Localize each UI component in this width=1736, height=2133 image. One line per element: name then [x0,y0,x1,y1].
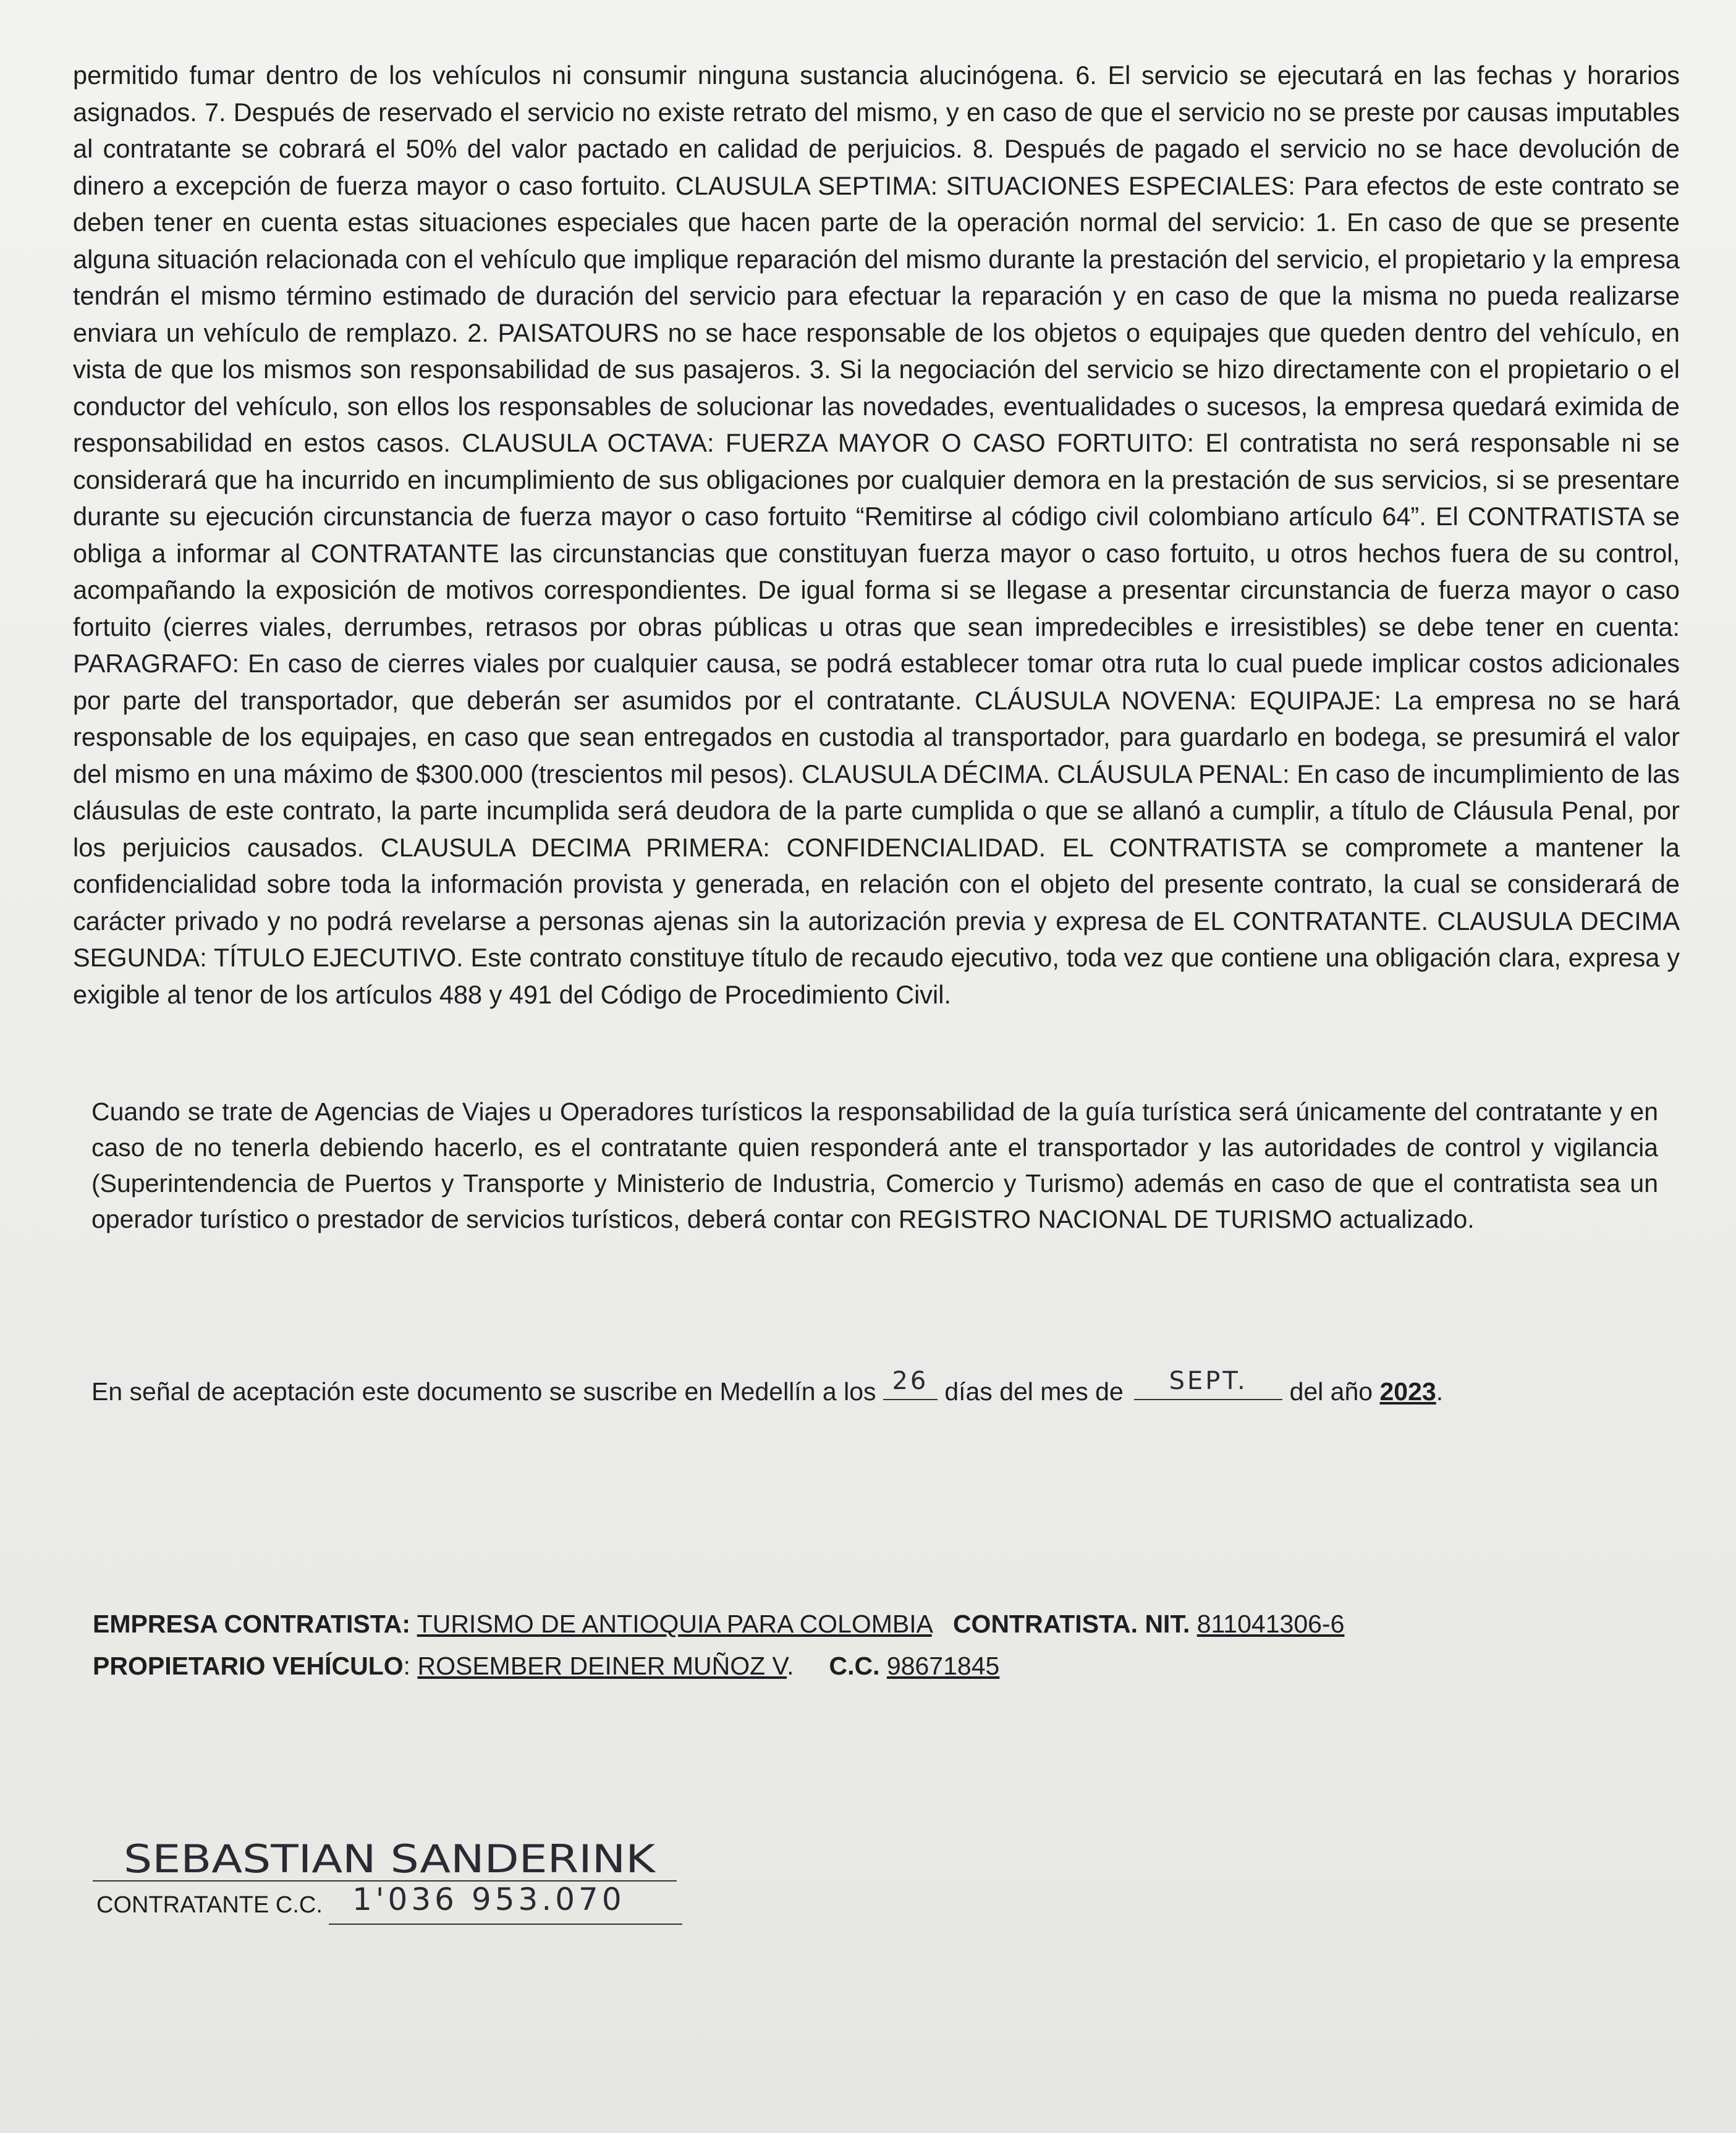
cc-line [329,1924,682,1925]
nit-value: 811041306-6 [1196,1610,1345,1638]
acceptance-year: 2023 [1379,1377,1436,1406]
owner-label: PROPIETARIO VEHÍCULO [93,1652,404,1680]
handwritten-day: 26 [892,1367,929,1395]
clauses-paragraph: permitido fumar dentro de los vehículos ni consumir ninguna sustancia alucinógena. 6. El servicio se ejecutará en las fechas y horarios asignados. 7. Después de reservado el servicio no existe retrato del mismo, y en caso de que el servicio no se preste por causas imputables al contratante se cobrará el 50% del valor pactado en calidad de perjuicios. 8. Después de pagado el servicio no se hace devolución de dinero a excepción de fuerza mayor o caso fortuito. CLAUSULA SEPTIMA: SITUACIONES ESPECIALES: Para efectos de este contrato se deben tener en cuenta estas situaciones especiales que hacen parte de la operación normal del servicio: 1. En caso de que se presente alguna situación relacionada con el vehículo que implique reparación del mismo durante la prestación del servicio, el propietario y la empresa tendrán el mismo término estimado de duración del servicio para efectuar la reparación y en caso de que la misma no pueda realizarse enviara un vehículo de remplazo. 2. PAISATOURS no se hace responsable de los objetos o equipajes que queden dentro del vehículo, en vista de que los mismos son responsabilidad de sus pasajeros. 3. Si la negociación del servicio se hizo directamente con el propietario o el conductor del vehículo, son ellos los responsables de solucionar las novedades, eventualidades o sucesos, la empresa quedará eximida de responsabilidad en estos casos. CLAUSULA OCTAVA: FUERZA MAYOR O CASO FORTUITO: El contratista no será responsable ni se considerará que ha incurrido en incumplimiento de sus obligaciones por cualquier demora en la prestación de sus servicios, si se presentare durante su ejecución circunstancia de fuerza mayor o caso fortuito “Remitirse al código civil colombiano artículo 64”. El CONTRATISTA se obliga a informar al CONTRATANTE las circunstancias que constituyan fuerza mayor o caso fortuito, u otros hechos fuera de su control, acompañando la exposición de motivos correspondientes. De igual forma si se llegase a presentar circunstancia de fuerza mayor o caso fortuito (cierres viales, derrumbes, retrasos por obras públicas u otras que sean impredecibles e irresistibles) se debe tener en cuenta: PARAGRAFO: En caso de cierres viales por cualquier causa, se podrá establecer tomar otra ruta lo cual puede implicar costos adicionales por parte del transportador, que deberán ser asumidos por el contratante. CLÁUSULA NOVENA: EQUIPAJE: La empresa no se hará responsable de los equipajes, en caso que sean entregados en custodia al transportador, para guardarlo en bodega, se presumirá el valor del mismo en una máximo de $300.000 (trescientos mil pesos). CLAUSULA DÉCIMA. CLÁUSULA PENAL: En caso de incumplimiento de las cláusulas de este contrato, la parte incumplida será deudora de la parte cumplida o que se allanó a cumplir, a título de Cláusula Penal, por los perjuicios causados. CLAUSULA DECIMA PRIMERA: CONFIDENCIALIDAD. EL CONTRATISTA se compromete a mantener la confidencialidad sobre toda la información provista y generada, en relación con el objeto del presente contrato, la cual se considerará de carácter privado y no podrá revelarse a personas ajenas sin la autorización previa y expresa de EL CONTRATANTE. CLAUSULA DECIMA SEGUNDA: TÍTULO EJECUTIVO. Este contrato constituye título de recaudo ejecutivo, toda vez que contiene una obligación clara, expresa y exigible al tenor de los artículos 488 y 491 del Código de Procedimiento Civil. [73,61,1680,1009]
handwritten-name [117,1823,680,1885]
contratante-cc-label: CONTRATANTE C.C. [96,1892,323,1918]
handwritten-name-svg [117,1823,680,1885]
handwritten-name-text: SEBASTIAN SANDERINK [124,1836,656,1882]
month-blank [1134,1367,1282,1400]
acceptance-end: . [1436,1377,1444,1406]
acceptance-suffix: del año [1289,1377,1373,1406]
nit-label: CONTRATISTA. NIT. [952,1610,1190,1638]
acceptance-middle: días del mes de [944,1377,1124,1406]
acceptance-prefix: En señal de aceptación este documento se suscribe en Medellín a los [91,1377,876,1406]
parties-block [93,1603,1344,1687]
owner-cc-label: C.C. [829,1652,880,1680]
day-blank [883,1367,938,1400]
owner-line [93,1645,1344,1687]
signature-block [93,1823,686,1934]
acceptance-line [91,1367,1443,1409]
owner-period: . [787,1652,794,1680]
agencies-paragraph: Cuando se trate de Agencias de Viajes u Operadores turísticos la responsabilidad de la guía turística será únicamente del contratante y en caso de no tenerla debiendo hacerlo, es el contratante quien responderá ante el transportador y las autoridades de control y vigilancia (Superintendencia de Puertos y Transporte y Ministerio de Industria, Comercio y Turismo) además en caso de que el contratista sea un operador turístico o prestador de servicios turísticos, deberá contar con REGISTRO NACIONAL DE TURISMO actualizado. [91,1097,1658,1233]
owner-cc: 98671845 [886,1652,1000,1680]
contractor-line [93,1603,1344,1645]
handwritten-month: SEPT. [1169,1367,1248,1395]
owner-name: ROSEMBER DEINER MUÑOZ V [417,1652,787,1680]
owner-colon: : [403,1652,411,1680]
handwritten-cc: 1'036 953.070 [352,1882,625,1917]
contractor-name: TURISMO DE ANTIOQUIA PARA COLOMBIA [417,1610,932,1638]
contractor-label: EMPRESA CONTRATISTA: [93,1610,411,1638]
